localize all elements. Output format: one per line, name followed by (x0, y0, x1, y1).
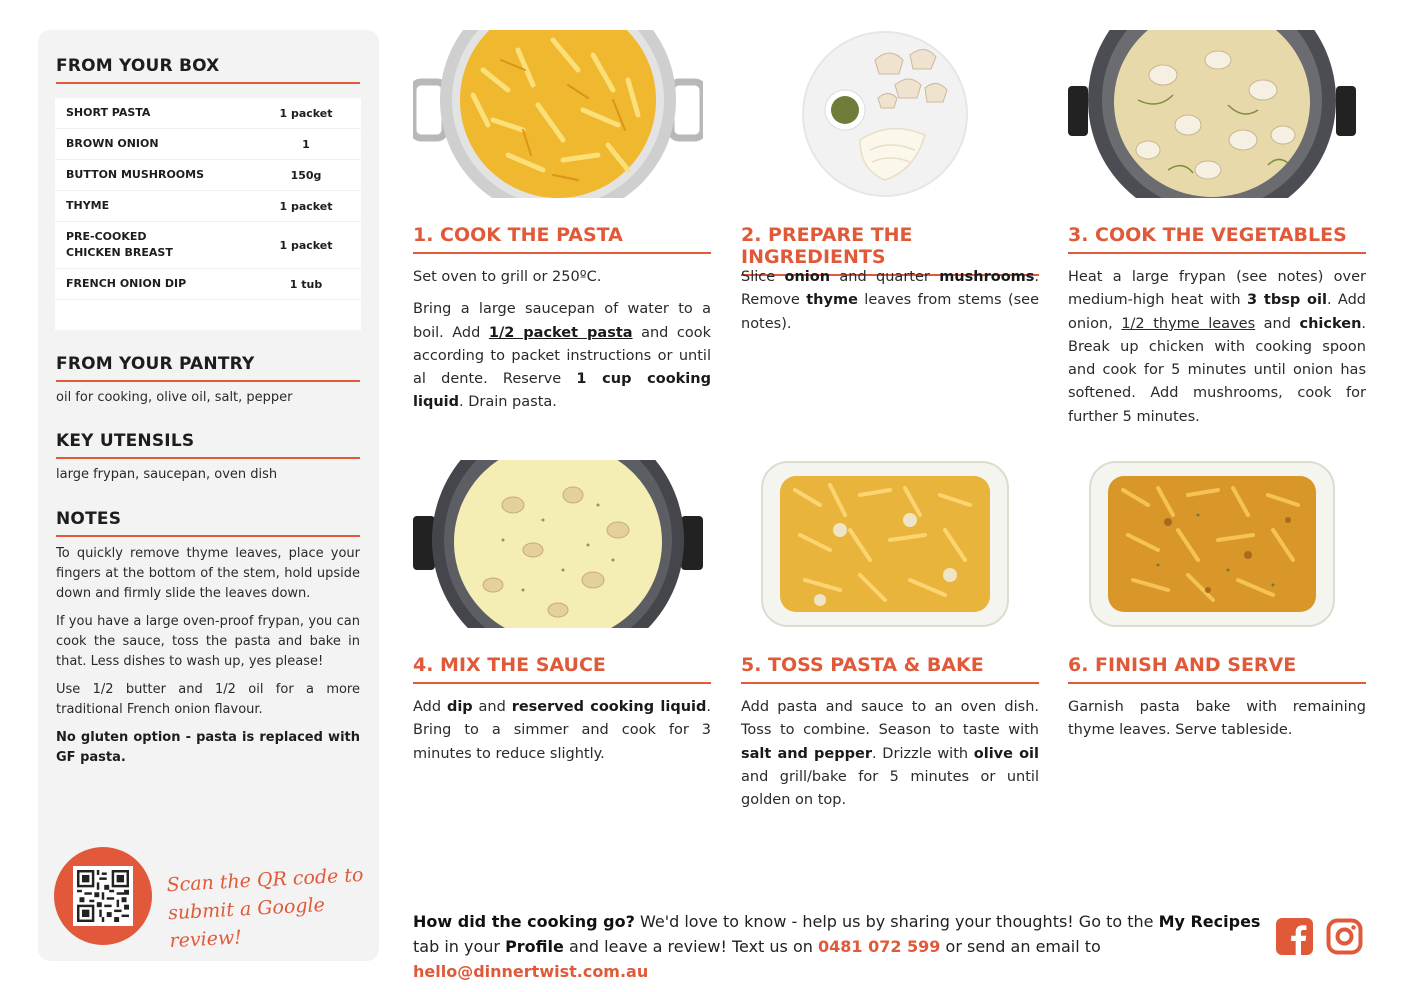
ingredients-table (55, 98, 361, 330)
step1-p2: Bring a large saucepan of water to a boil. Add 1/2 packet pasta and cook according to packet instructions or until al dente. Reserve 1 cup cooking liquid. Drain pasta. (413, 301, 711, 411)
sauce-frypan-icon (413, 460, 703, 628)
step6-title: 6. FINISH AND SERVE (1068, 654, 1366, 684)
step2-title: 2. PREPARE THE INGREDIENTS (741, 224, 1039, 276)
ingredient-qty: 1 (302, 137, 310, 151)
step5-image (760, 460, 1010, 628)
step5-body (741, 696, 1039, 821)
step2-p1: Slice onion and quarter mushrooms. Remove thyme leaves from stems (see notes). (741, 269, 1040, 332)
ingredient-name: BUTTON MUSHROOMS (66, 168, 205, 181)
ingredient-qty: 1 tub (289, 277, 323, 291)
facebook-link[interactable] (1276, 918, 1313, 955)
step3-title: 3. COOK THE VEGETABLES (1068, 224, 1366, 254)
ingredient-qty: 150g (290, 168, 322, 182)
step4-title: 4. MIX THE SAUCE (413, 654, 711, 684)
ingredient-qty: 1 packet (279, 106, 333, 120)
from-your-box-title: FROM YOUR BOX (56, 56, 360, 84)
step6-body (1068, 696, 1366, 752)
step2-body (741, 266, 1039, 345)
qr-caption-line2: submit a Google review! (167, 894, 326, 953)
step5-title: 5. TOSS PASTA & BAKE (741, 654, 1039, 684)
email-link[interactable]: hello@dinnertwist.com.au (413, 962, 649, 981)
note-item: To quickly remove thyme leaves, place your fingers at the bottom of the stem, hold upside down and firmly slide the leaves down. (56, 546, 360, 601)
instagram-link[interactable] (1326, 918, 1363, 955)
qr-badge (54, 847, 152, 945)
step1-p1: Set oven to grill or 250ºC. (413, 269, 602, 285)
qr-code-icon (77, 870, 129, 922)
qr-code[interactable] (73, 866, 133, 926)
step6-image (1088, 460, 1336, 628)
step2-image (800, 30, 970, 198)
table-row (55, 222, 361, 269)
step1-title: 1. COOK THE PASTA (413, 224, 711, 254)
pasta-pot-icon (413, 30, 703, 198)
step4-image (413, 460, 703, 628)
ingredient-qty: 1 packet (279, 199, 333, 213)
frypan-vegetables-icon (1068, 30, 1356, 198)
ingredient-name: SHORT PASTA (66, 106, 151, 119)
ingredient-name: THYME (66, 199, 110, 212)
step3-body (1068, 266, 1366, 438)
finished-bake-icon (1088, 460, 1336, 628)
ingredients-plate-icon (800, 30, 970, 198)
notes-title: NOTES (56, 509, 360, 537)
step1-image (413, 30, 703, 198)
ingredient-name: BROWN ONION (66, 137, 159, 150)
table-row (55, 160, 361, 191)
table-row-empty (55, 300, 361, 330)
step3-image (1068, 30, 1356, 198)
ingredient-qty: 1 packet (279, 238, 333, 252)
ingredient-name: PRE-COOKED CHICKEN BREAST (66, 230, 173, 259)
table-row (55, 269, 361, 300)
table-row (55, 191, 361, 222)
note-item: No gluten option - pasta is replaced with GF pasta. (56, 730, 360, 765)
step6-p1: Garnish pasta bake with remaining thyme leaves. Serve tableside. (1068, 699, 1366, 739)
key-utensils-title: KEY UTENSILS (56, 431, 360, 459)
facebook-icon (1276, 918, 1313, 955)
utensils-text: large frypan, saucepan, oven dish (56, 467, 278, 482)
step4-body (413, 696, 711, 775)
step5-p1: Add pasta and sauce to an oven dish. Toss to combine. Season to taste with salt and pepper. Drizzle with olive oil and grill/bake for 5 minutes or until golden on top. (741, 699, 1039, 809)
note-item: Use 1/2 butter and 1/2 oil for a more traditional French onion flavour. (56, 682, 360, 717)
footer-question: How did the cooking go? (413, 912, 635, 931)
qr-caption (166, 861, 370, 955)
sidebar (38, 30, 379, 961)
feedback-footer: How did the cooking go? We'd love to know - help us by sharing your thoughts! Go to the My Recipes tab in your Profile and leave a review! Text us on 0481 072 599 or send an email to hello@dinnertwist.com.au (413, 912, 1261, 981)
from-your-pantry-title: FROM YOUR PANTRY (56, 354, 360, 382)
pantry-text: oil for cooking, olive oil, salt, pepper (56, 390, 293, 405)
notes-list (56, 544, 360, 776)
oven-dish-pasta-icon (760, 460, 1010, 628)
step4-p1: Add dip and reserved cooking liquid. Bring to a simmer and cook for 3 minutes to reduce slightly. (413, 699, 711, 762)
table-row (55, 129, 361, 160)
instagram-icon (1326, 918, 1363, 955)
phone-link[interactable]: 0481 072 599 (817, 937, 941, 956)
ingredient-name: FRENCH ONION DIP (66, 277, 187, 290)
table-row (55, 98, 361, 129)
step3-p1: Heat a large frypan (see notes) over medium-high heat with 3 tbsp oil. Add onion, 1/2 thyme leaves and chicken. Break up chicken with cooking spoon and cook for 5 minutes until onion has softened. Add mushrooms, cook for further 5 minutes. (1068, 269, 1367, 425)
step1-body (413, 266, 711, 424)
note-item: If you have a large oven-proof frypan, you can cook the sauce, toss the pasta and bake in that. Less dishes to wash up, yes please! (56, 614, 360, 669)
qr-caption-line1: Scan the QR code to (166, 863, 364, 897)
